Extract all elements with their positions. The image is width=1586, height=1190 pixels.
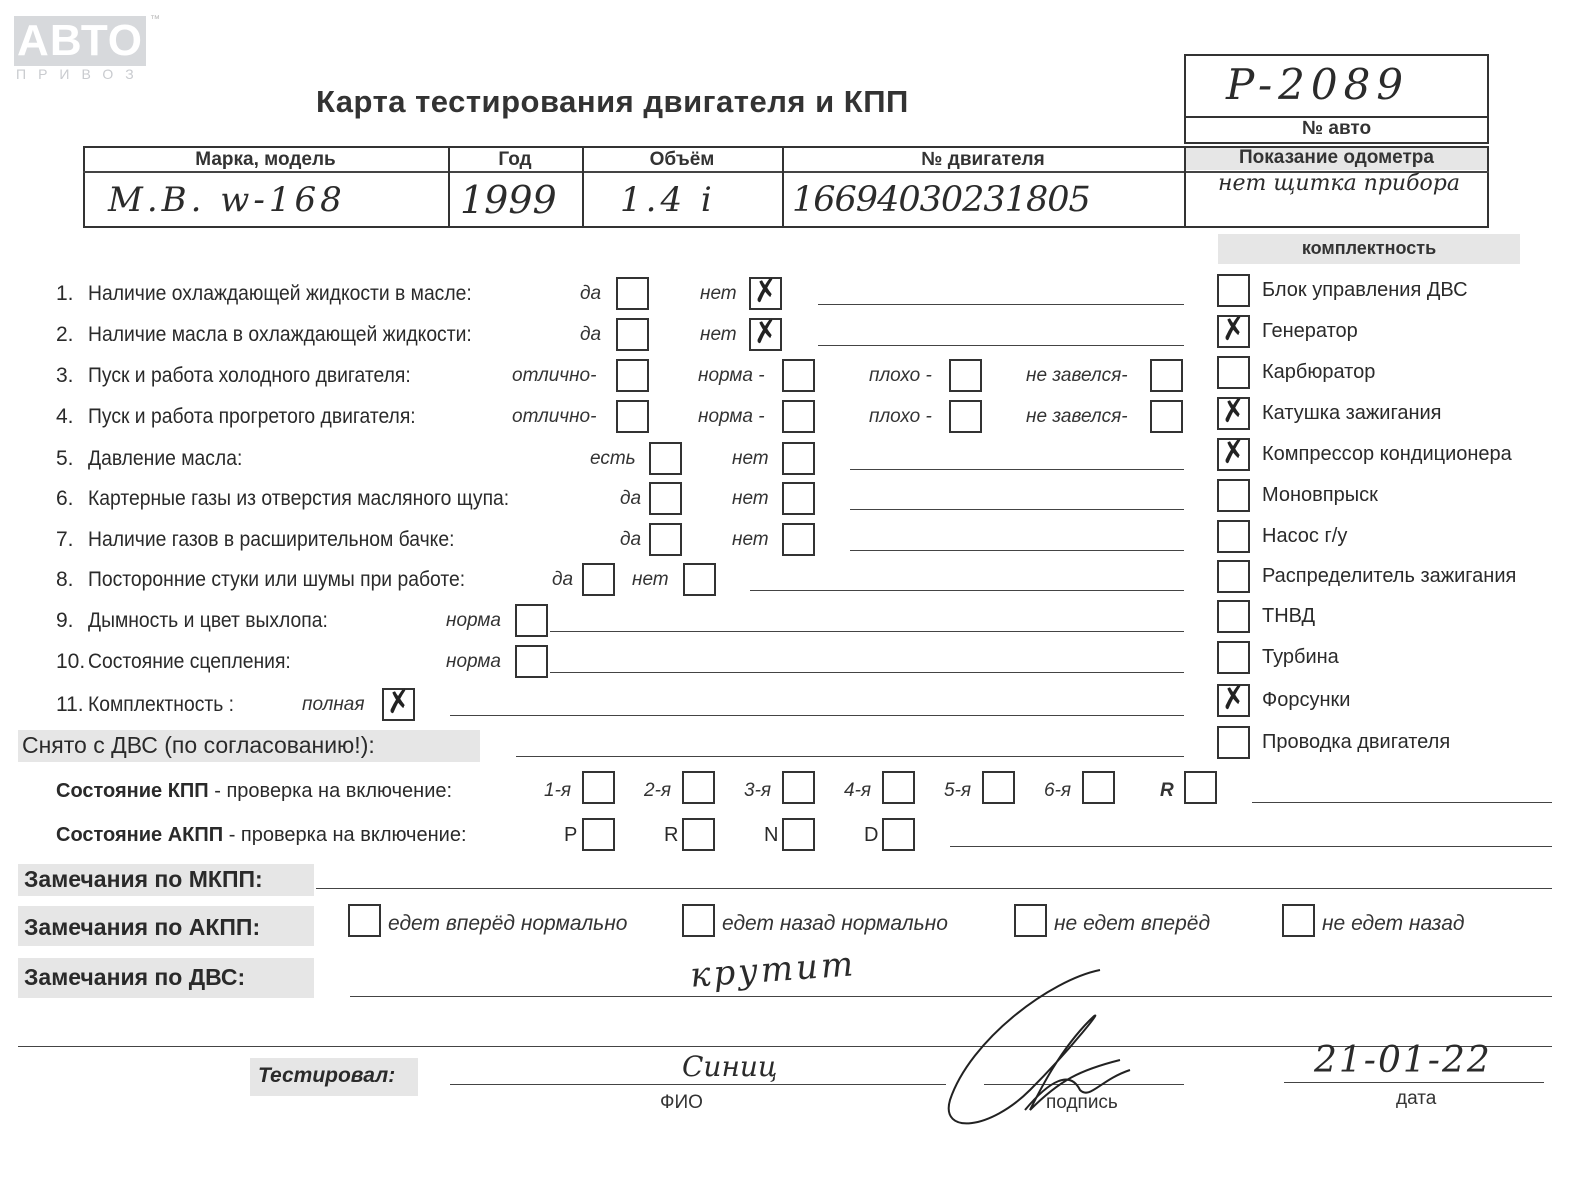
question-number: 8. — [56, 568, 74, 591]
kpp-gear-label: 2-я — [644, 780, 672, 801]
option-checkbox-mark: ✗ — [750, 313, 781, 352]
option-checkbox[interactable] — [649, 482, 682, 515]
option-label: полная — [302, 694, 365, 715]
option-label: нет — [700, 324, 737, 345]
option-checkbox[interactable] — [616, 400, 649, 433]
akpp-mode-label: N — [764, 824, 779, 846]
akpp-mode-checkbox[interactable] — [782, 818, 815, 851]
question-comment-line[interactable] — [850, 509, 1184, 510]
question-text: Состояние сцепления: — [88, 650, 291, 673]
kpp-gear-checkbox[interactable] — [782, 771, 815, 804]
akpp-remark-label: не едет вперёд — [1054, 912, 1211, 935]
kpp-gear-label: 3-я — [744, 780, 772, 801]
option-checkbox[interactable] — [782, 482, 815, 515]
question-text: Дымность и цвет выхлопа: — [88, 609, 328, 632]
brand-logo: АВТО — [14, 16, 146, 66]
komplekt-checkbox[interactable] — [1217, 560, 1250, 593]
kpp-gear-label: 6-я — [1044, 780, 1072, 801]
akpp-line[interactable] — [950, 846, 1552, 847]
akpp-mode-checkbox[interactable] — [682, 818, 715, 851]
kpp-label-rest: - проверка на включение: — [208, 780, 453, 802]
option-label: да — [620, 488, 642, 509]
page-title: Карта тестирования двигателя и КПП — [316, 84, 909, 119]
komplekt-label: Проводка двигателя — [1262, 731, 1451, 753]
akpp-remark-label: едет вперёд нормально — [388, 912, 628, 935]
option-checkbox[interactable] — [515, 645, 548, 678]
date-line[interactable] — [1284, 1082, 1544, 1083]
option-label: нет — [700, 283, 737, 304]
option-checkbox-mark: ✗ — [750, 272, 781, 311]
col-header-odometer: Показание одометра — [1239, 147, 1434, 168]
remarks-mkpp-line[interactable] — [316, 888, 1552, 889]
question-number: 3. — [56, 364, 74, 387]
question-comment-line[interactable] — [550, 631, 1184, 632]
brand-logo-tm: ™ — [150, 14, 160, 25]
brand-logo-subtitle: ПРИВОЗ — [16, 66, 146, 82]
question-text: Картерные газы из отверстия масляного щупа: — [88, 487, 510, 510]
option-checkbox[interactable] — [582, 563, 615, 596]
question-number: 5. — [56, 447, 74, 470]
option-checkbox[interactable] — [782, 442, 815, 475]
akpp-label — [56, 824, 467, 847]
auto-number-value: P-2089 — [1226, 60, 1410, 109]
komplekt-checkbox-mark: ✗ — [1218, 679, 1249, 718]
komplekt-label: Турбина — [1262, 646, 1339, 668]
option-label: нет — [732, 488, 769, 509]
kpp-gear-label: 1-я — [544, 780, 572, 801]
auto-number-label: № авто — [1301, 118, 1372, 139]
question-comment-line[interactable] — [818, 304, 1184, 305]
remarks-akpp-label: Замечания по АКПП: — [24, 914, 261, 940]
kpp-gear-checkbox[interactable] — [1184, 771, 1217, 804]
date-value: 21-01-22 — [1314, 1040, 1492, 1081]
komplekt-checkbox[interactable] — [1217, 479, 1250, 512]
option-label: нет — [632, 569, 669, 590]
question-number: 11. — [56, 693, 84, 716]
option-label: плохо - — [869, 406, 932, 427]
option-checkbox[interactable] — [515, 604, 548, 637]
col-header-volume: Объём — [649, 149, 715, 170]
kpp-gear-checkbox[interactable] — [982, 771, 1015, 804]
akpp-mode-label: P — [564, 824, 578, 846]
question-number: 4. — [56, 405, 74, 428]
option-checkbox[interactable] — [782, 523, 815, 556]
akpp-remark-label: едет назад нормально — [722, 912, 948, 935]
option-checkbox[interactable] — [616, 318, 649, 351]
question-text: Посторонние стуки или шумы при работе: — [88, 568, 466, 591]
option-checkbox[interactable] — [649, 523, 682, 556]
akpp-remark-checkbox[interactable] — [1014, 904, 1047, 937]
question-number: 10. — [56, 650, 86, 673]
volume-value: 1.4 i — [620, 180, 716, 220]
remarks-dvs-label: Замечания по ДВС: — [24, 964, 246, 990]
kpp-gear-checkbox[interactable] — [582, 771, 615, 804]
komplekt-label: Компрессор кондиционера — [1262, 443, 1512, 465]
komplekt-checkbox[interactable] — [1217, 726, 1250, 759]
komplekt-checkbox-mark: ✗ — [1218, 392, 1249, 431]
option-checkbox[interactable] — [683, 563, 716, 596]
kpp-gear-checkbox[interactable] — [682, 771, 715, 804]
question-comment-line[interactable] — [450, 715, 1184, 716]
komplekt-label: Насос г/у — [1262, 525, 1348, 547]
komplekt-label: Форсунки — [1262, 689, 1351, 711]
akpp-mode-checkbox[interactable] — [582, 818, 615, 851]
option-checkbox[interactable] — [782, 359, 815, 392]
kpp-line[interactable] — [1252, 802, 1552, 803]
option-label: норма - — [698, 365, 765, 386]
remarks-dvs-value: крутит — [688, 944, 858, 996]
kpp-label — [56, 780, 452, 803]
col-header-engine-number: № двигателя — [921, 149, 1045, 170]
option-checkbox-mark: ✗ — [383, 683, 414, 722]
question-comment-line[interactable] — [850, 550, 1184, 551]
option-checkbox[interactable] — [649, 442, 682, 475]
komplekt-checkbox[interactable] — [1217, 274, 1250, 307]
kpp-gear-label: 4-я — [844, 780, 872, 801]
option-label: не завелся- — [1026, 406, 1128, 427]
komplekt-label: Карбюратор — [1262, 361, 1376, 383]
akpp-remark-checkbox[interactable] — [682, 904, 715, 937]
question-number: 9. — [56, 609, 74, 632]
option-label: да — [580, 283, 602, 304]
fio-value: Синиц — [682, 1050, 778, 1083]
option-label: не завелся- — [1026, 365, 1128, 386]
question-comment-line[interactable] — [550, 672, 1184, 673]
komplekt-checkbox[interactable] — [1217, 600, 1250, 633]
question-number: 2. — [56, 323, 74, 346]
komplekt-label: Генератор — [1262, 320, 1358, 342]
komplekt-checkbox[interactable] — [1217, 641, 1250, 674]
tested-label: Тестировал: — [258, 1064, 396, 1087]
kpp-label-bold: Состояние КПП — [56, 780, 209, 802]
komplekt-label: ТНВД — [1262, 605, 1316, 627]
komplekt-label: Блок управления ДВС — [1262, 279, 1468, 301]
kpp-gear-label: 5-я — [944, 780, 972, 801]
kpp-gear-checkbox[interactable] — [1082, 771, 1115, 804]
question-text: Наличие охлаждающей жидкости в масле: — [88, 282, 472, 305]
model-value: M.B. w-168 — [108, 180, 346, 220]
komplekt-header: комплектность — [1301, 238, 1437, 258]
option-checkbox[interactable] — [1150, 359, 1183, 392]
question-text: Пуск и работа прогретого двигателя: — [88, 405, 416, 428]
option-checkbox[interactable] — [949, 400, 982, 433]
question-comment-line[interactable] — [750, 590, 1184, 591]
komplekt-label: Катушка зажигания — [1262, 402, 1442, 424]
kpp-gear-checkbox[interactable] — [882, 771, 915, 804]
komplekt-label: Распределитель зажигания — [1262, 565, 1517, 587]
option-label: норма — [446, 651, 501, 672]
akpp-mode-checkbox[interactable] — [882, 818, 915, 851]
komplekt-checkbox-mark: ✗ — [1218, 310, 1249, 349]
date-label: дата — [1396, 1088, 1437, 1109]
engine-number-value: 16694030231805 — [792, 180, 1090, 220]
option-label: плохо - — [869, 365, 932, 386]
komplekt-checkbox[interactable] — [1217, 520, 1250, 553]
question-text: Давление масла: — [88, 447, 243, 470]
snyato-label: Снято с ДВС (по согласованию!): — [22, 732, 375, 758]
akpp-remark-checkbox[interactable] — [348, 904, 381, 937]
option-label: норма — [446, 610, 501, 631]
remarks-mkpp-label: Замечания по МКПП: — [24, 866, 263, 892]
option-label: есть — [590, 448, 636, 469]
option-label: да — [552, 569, 574, 590]
snyato-line[interactable] — [516, 756, 1184, 757]
option-label: отлично- — [512, 365, 597, 386]
year-value: 1999 — [460, 178, 557, 222]
option-label: да — [580, 324, 602, 345]
akpp-mode-label: R — [664, 824, 679, 846]
komplekt-checkbox[interactable] — [1217, 356, 1250, 389]
option-label: нет — [732, 529, 769, 550]
kpp-gear-label: R — [1160, 780, 1174, 801]
odometer-value: нет щитка прибора — [1218, 171, 1460, 196]
question-text: Комплектность : — [88, 693, 235, 716]
komplekt-checkbox-mark: ✗ — [1218, 433, 1249, 472]
question-number: 7. — [56, 528, 74, 551]
fio-label: ФИО — [660, 1092, 703, 1113]
signature-label: подпись — [1046, 1092, 1118, 1113]
akpp-label-rest: - проверка на включение: — [223, 824, 467, 846]
option-checkbox[interactable] — [1150, 400, 1183, 433]
question-number: 1. — [56, 282, 74, 305]
option-label: нет — [732, 448, 769, 469]
option-checkbox[interactable] — [616, 277, 649, 310]
fio-line[interactable] — [450, 1084, 946, 1085]
option-label: да — [620, 529, 642, 550]
akpp-mode-label: D — [864, 824, 879, 846]
akpp-remark-label: не едет назад — [1322, 912, 1465, 935]
option-label: норма - — [698, 406, 765, 427]
question-text: Пуск и работа холодного двигателя: — [88, 364, 411, 387]
question-comment-line[interactable] — [850, 469, 1184, 470]
komplekt-label: Моновпрыск — [1262, 484, 1378, 506]
col-header-model: Марка, модель — [195, 149, 336, 170]
col-header-year: Год — [498, 149, 532, 170]
question-comment-line[interactable] — [818, 345, 1184, 346]
question-text: Наличие масла в охлаждающей жидкости: — [88, 323, 472, 346]
option-checkbox[interactable] — [949, 359, 982, 392]
option-checkbox[interactable] — [782, 400, 815, 433]
option-checkbox[interactable] — [616, 359, 649, 392]
akpp-remark-checkbox[interactable] — [1282, 904, 1315, 937]
akpp-label-bold: Состояние АКПП — [56, 824, 224, 846]
option-label: отлично- — [512, 406, 597, 427]
question-number: 6. — [56, 487, 74, 510]
question-text: Наличие газов в расширительном бачке: — [88, 528, 455, 551]
